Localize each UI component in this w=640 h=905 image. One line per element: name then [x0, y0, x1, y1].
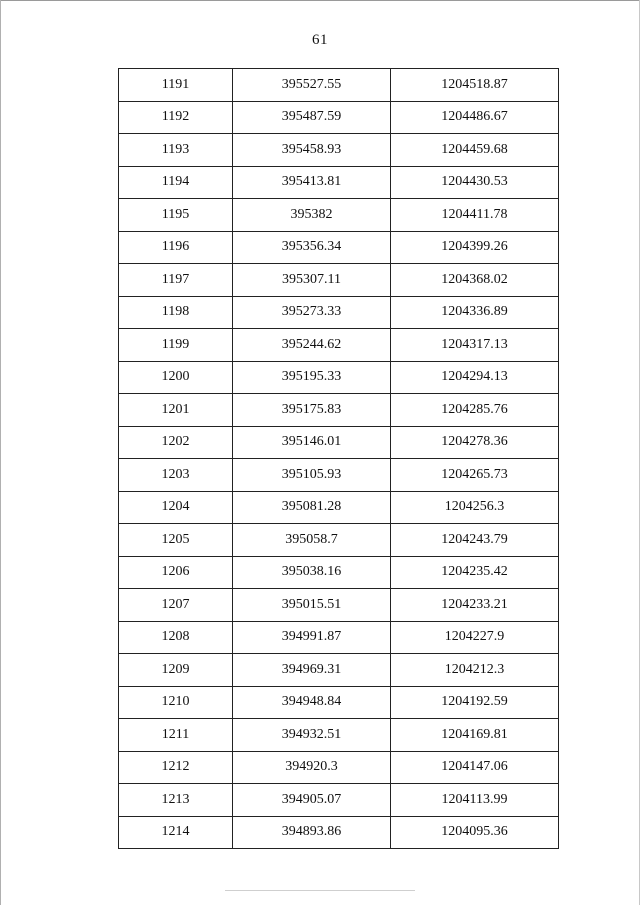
table-row [119, 751, 559, 784]
table-row [119, 394, 559, 427]
y-coordinate-cell: 1204227.9 [391, 621, 559, 654]
point-number-cell: 1214 [119, 816, 233, 849]
x-coordinate-cell: 395487.59 [233, 101, 391, 134]
y-coordinate-cell: 1204235.42 [391, 556, 559, 589]
table-row [119, 556, 559, 589]
y-coordinate-cell: 1204317.13 [391, 329, 559, 362]
x-coordinate-cell: 395244.62 [233, 329, 391, 362]
point-number-cell: 1191 [119, 69, 233, 102]
point-number-cell: 1192 [119, 101, 233, 134]
x-coordinate-cell: 395105.93 [233, 459, 391, 492]
x-coordinate-cell: 395015.51 [233, 589, 391, 622]
table-row [119, 101, 559, 134]
y-coordinate-cell: 1204113.99 [391, 784, 559, 817]
y-coordinate-cell: 1204095.36 [391, 816, 559, 849]
x-coordinate-cell: 395356.34 [233, 231, 391, 264]
table-row [119, 491, 559, 524]
point-number-cell: 1196 [119, 231, 233, 264]
x-coordinate-cell: 394893.86 [233, 816, 391, 849]
table-row [119, 426, 559, 459]
point-number-cell: 1203 [119, 459, 233, 492]
point-number-cell: 1210 [119, 686, 233, 719]
point-number-cell: 1209 [119, 654, 233, 687]
table-row [119, 621, 559, 654]
page-edge-top [0, 0, 640, 1]
point-number-cell: 1207 [119, 589, 233, 622]
table-row [119, 296, 559, 329]
table-row [119, 69, 559, 102]
table-row [119, 231, 559, 264]
table-row [119, 816, 559, 849]
table-row [119, 686, 559, 719]
point-number-cell: 1197 [119, 264, 233, 297]
point-number-cell: 1199 [119, 329, 233, 362]
x-coordinate-cell: 394991.87 [233, 621, 391, 654]
table-row [119, 329, 559, 362]
table-row [119, 589, 559, 622]
x-coordinate-cell: 395081.28 [233, 491, 391, 524]
page-number: 61 [312, 32, 328, 48]
point-number-cell: 1200 [119, 361, 233, 394]
y-coordinate-cell: 1204243.79 [391, 524, 559, 557]
y-coordinate-cell: 1204336.89 [391, 296, 559, 329]
y-coordinate-cell: 1204294.13 [391, 361, 559, 394]
page-edge-left [0, 0, 1, 905]
y-coordinate-cell: 1204430.53 [391, 166, 559, 199]
x-coordinate-cell: 394932.51 [233, 719, 391, 752]
point-number-cell: 1195 [119, 199, 233, 232]
y-coordinate-cell: 1204368.02 [391, 264, 559, 297]
point-number-cell: 1201 [119, 394, 233, 427]
point-number-cell: 1193 [119, 134, 233, 167]
point-number-cell: 1213 [119, 784, 233, 817]
point-number-cell: 1212 [119, 751, 233, 784]
point-number-cell: 1206 [119, 556, 233, 589]
x-coordinate-cell: 395058.7 [233, 524, 391, 557]
x-coordinate-cell: 395195.33 [233, 361, 391, 394]
y-coordinate-cell: 1204486.67 [391, 101, 559, 134]
table-row [119, 524, 559, 557]
y-coordinate-cell: 1204411.78 [391, 199, 559, 232]
y-coordinate-cell: 1204278.36 [391, 426, 559, 459]
y-coordinate-cell: 1204169.81 [391, 719, 559, 752]
point-number-cell: 1202 [119, 426, 233, 459]
table-row [119, 166, 559, 199]
x-coordinate-cell: 395038.16 [233, 556, 391, 589]
table-row [119, 784, 559, 817]
point-number-cell: 1208 [119, 621, 233, 654]
coordinates-table-body [119, 69, 559, 849]
x-coordinate-cell: 395146.01 [233, 426, 391, 459]
table-row [119, 459, 559, 492]
x-coordinate-cell: 394948.84 [233, 686, 391, 719]
x-coordinate-cell: 395273.33 [233, 296, 391, 329]
y-coordinate-cell: 1204265.73 [391, 459, 559, 492]
x-coordinate-cell: 395175.83 [233, 394, 391, 427]
y-coordinate-cell: 1204147.06 [391, 751, 559, 784]
y-coordinate-cell: 1204459.68 [391, 134, 559, 167]
table-row [119, 719, 559, 752]
x-coordinate-cell: 394920.3 [233, 751, 391, 784]
x-coordinate-cell: 394969.31 [233, 654, 391, 687]
point-number-cell: 1211 [119, 719, 233, 752]
table-row [119, 134, 559, 167]
scan-artifact-line [225, 890, 415, 891]
y-coordinate-cell: 1204285.76 [391, 394, 559, 427]
x-coordinate-cell: 395527.55 [233, 69, 391, 102]
y-coordinate-cell: 1204256.3 [391, 491, 559, 524]
point-number-cell: 1204 [119, 491, 233, 524]
x-coordinate-cell: 394905.07 [233, 784, 391, 817]
x-coordinate-cell: 395413.81 [233, 166, 391, 199]
y-coordinate-cell: 1204518.87 [391, 69, 559, 102]
y-coordinate-cell: 1204399.26 [391, 231, 559, 264]
table-row [119, 264, 559, 297]
point-number-cell: 1205 [119, 524, 233, 557]
y-coordinate-cell: 1204233.21 [391, 589, 559, 622]
point-number-cell: 1194 [119, 166, 233, 199]
point-number-cell: 1198 [119, 296, 233, 329]
table-row [119, 199, 559, 232]
table-row [119, 361, 559, 394]
y-coordinate-cell: 1204192.59 [391, 686, 559, 719]
table-row [119, 654, 559, 687]
coordinates-table [118, 68, 559, 849]
x-coordinate-cell: 395307.11 [233, 264, 391, 297]
x-coordinate-cell: 395382 [233, 199, 391, 232]
y-coordinate-cell: 1204212.3 [391, 654, 559, 687]
x-coordinate-cell: 395458.93 [233, 134, 391, 167]
